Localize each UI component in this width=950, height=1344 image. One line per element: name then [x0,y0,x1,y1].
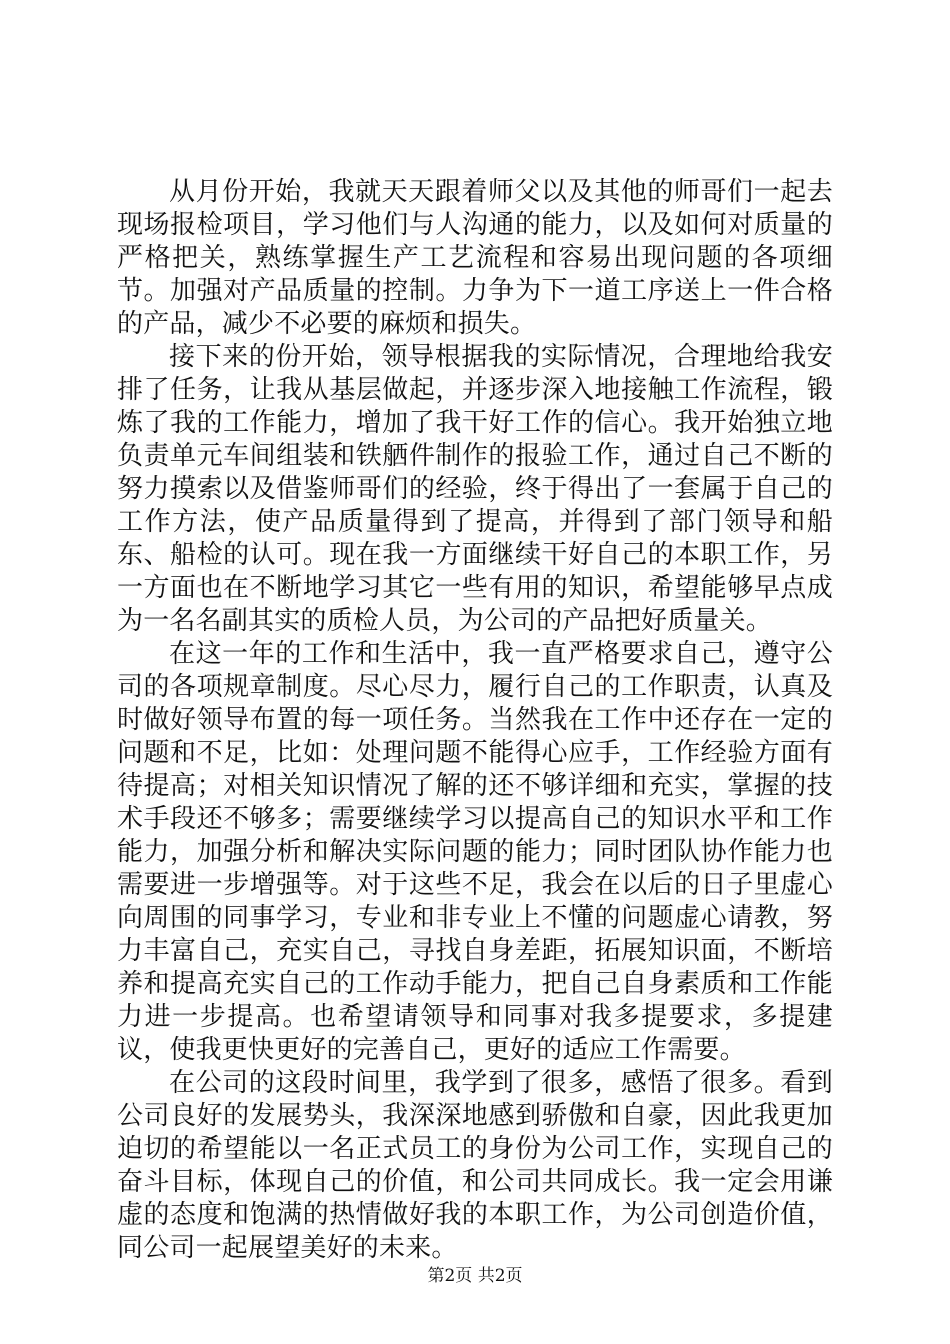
paragraph: 在公司的这段时间里，我学到了很多，感悟了很多。看到公司良好的发展势头，我深深地感到骄傲和自豪，因此我更加迫切的希望能以一名正式员工的身份为公司工作，实现自己的奋斗目标，体现自己的价值，和公司共同成长。我一定会用谦虚的态度和饱满的热情做好我的本职工作，为公司创造价值，同公司一起展望美好的未来。 [117,1068,833,1263]
paragraph: 接下来的份开始，领导根据我的实际情况，合理地给我安排了任务，让我从基层做起，并逐步深入地接触工作流程，锻炼了我的工作能力，增加了我干好工作的信心。我开始独立地负责单元车间组装和铁舾件制作的报验工作，通过自己不断的努力摸索以及借鉴师哥们的经验，终于得出了一套属于自己的工作方法，使产品质量得到了提高，并得到了部门领导和船东、船检的认可。现在我一方面继续干好自己的本职工作，另一方面也在不断地学习其它一些有用的知识，希望能够早点成为一名名副其实的质检人员，为公司的产品把好质量关。 [117,342,833,636]
paragraph: 在这一年的工作和生活中，我一直严格要求自己，遵守公司的各项规章制度。尽心尽力，履行自己的工作职责，认真及时做好领导布置的每一项任务。当然我在工作中还存在一定的问题和不足，比如：处理问题不能得心应手，工作经验方面有待提高；对相关知识情况了解的还不够详细和充实，掌握的技术手段还不够多；需要继续学习以提高自己的知识水平和工作能力，加强分析和解决实际问题的能力；同时团队协作能力也需要进一步增强等。对于这些不足，我会在以后的日子里虚心向周围的同事学习，专业和非专业上不懂的问题虚心请教，努力丰富自己，充实自己，寻找自身差距，拓展知识面，不断培养和提高充实自己的工作动手能力，把自己自身素质和工作能力进一步提高。也希望请领导和同事对我多提要求，多提建议，使我更快更好的完善自己，更好的适应工作需要。 [117,639,833,1065]
document-body [117,176,833,1265]
page-footer: 第2页 共2页 [427,1266,523,1286]
paragraph: 从月份开始，我就天天跟着师父以及其他的师哥们一起去现场报检项目，学习他们与人沟通的能力，以及如何对质量的严格把关，熟练掌握生产工艺流程和容易出现问题的各项细节。加强对产品质量的控制。力争为下一道工序送上一件合格的产品，减少不必要的麻烦和损失。 [117,177,833,339]
